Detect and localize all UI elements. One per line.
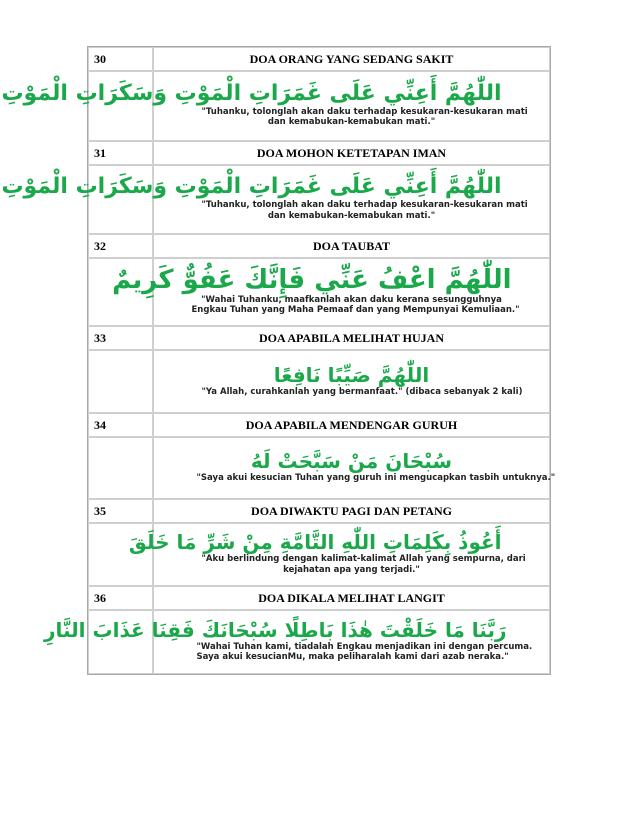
doa-header-row [88, 326, 550, 350]
doa-number: 36 [88, 586, 153, 610]
translation-line: "Wahai Tuhan kami, tiadalah Engkau menjadikan ini dengan percuma. [196, 641, 533, 652]
translation-line: kejahatan apa yang terjadi." [283, 564, 420, 575]
arabic-text: اللّٰهُمَّ أَعِنِّي عَلَى غَمَرَاتِ الْمَوْتِ وَسَكَرَاتِ الْمَوْتِ [1, 174, 502, 200]
doa-verse-image [1, 174, 528, 221]
doa-content-row [88, 523, 550, 586]
translation-line: "Wahai Tuhanku, maafkanlah akan daku kerana sesungguhnya [201, 294, 502, 305]
doa-verse-image [43, 617, 533, 663]
translation-line: dan kemabukan-kemabukan mati." [267, 117, 436, 128]
doa-number: 35 [88, 499, 153, 523]
translation-line: "Tuhanku, tolonglah akan daku terhadap kesukaran-kesukaran mati [201, 200, 528, 211]
doa-number: 30 [88, 47, 153, 71]
doa-verse-image [128, 530, 526, 575]
arabic-text: اللّٰهُمَّ صَيِّبًا نَافِعًا [273, 362, 430, 387]
translation-text [201, 554, 526, 575]
translation-line: Saya akui kesucianMu, maka peliharalah kami dari azab neraka." [196, 652, 509, 663]
arabic-text: اللّٰهُمَّ اعْفُ عَنِّي فَإِنَّكَ عَفُوٌّ كَرِيمٌ [112, 264, 512, 295]
doa-content-row [88, 350, 550, 413]
doa-image-cell [1, 165, 550, 234]
doa-title: DOA DIKALA MELIHAT LANGIT [153, 586, 550, 610]
doa-image-cell [43, 610, 550, 674]
doa-verse-image [196, 449, 556, 484]
translation-text [191, 294, 520, 316]
doa-title: DOA APABILA MENDENGAR GURUH [153, 413, 550, 437]
doa-number: 34 [88, 413, 153, 437]
translation-text [201, 386, 523, 398]
doa-title: DOA ORANG YANG SEDANG SAKIT [153, 47, 550, 71]
arabic-text: اللّٰهُمَّ أَعِنِّي عَلَى غَمَرَاتِ الْمَوْتِ وَسَكَرَاتِ الْمَوْتِ [1, 80, 502, 106]
doa-header-row [88, 499, 550, 523]
doa-verse-image [112, 264, 520, 316]
doa-title: DOA TAUBAT [153, 234, 550, 258]
doa-header-row [88, 141, 550, 165]
doa-content-row [88, 165, 550, 234]
doa-header-row [88, 413, 550, 437]
doa-image-cell [153, 350, 550, 413]
doa-verse-image [201, 362, 523, 398]
translation-line: "Ya Allah, curahkanlah yang bermanfaat." (dibaca sebanyak 2 kali) [201, 386, 523, 397]
doa-table [1, 46, 556, 675]
doa-title: DOA MOHON KETETAPAN IMAN [153, 141, 550, 165]
doa-image-cell [128, 523, 550, 586]
translation-text [201, 200, 528, 221]
translation-text [201, 106, 528, 128]
empty-cell [88, 350, 153, 413]
translation-line: Engkau Tuhan yang Maha Pemaaf dan yang Mempunyai Kemuliaan." [191, 305, 520, 316]
doa-header-row [88, 586, 550, 610]
doa-title: DOA DIWAKTU PAGI DAN PETANG [153, 499, 550, 523]
doa-number: 31 [88, 141, 153, 165]
doa-content-row [88, 71, 550, 141]
arabic-text: أَعُوذُ بِكَلِمَاتِ اللّٰهِ التَّامَّةِ مِنْ شَرِّ مَا خَلَقَ [128, 530, 502, 555]
translation-line: "Tuhanku, tolonglah akan daku terhadap kesukaran-kesukaran mati [201, 106, 528, 117]
empty-cell [88, 437, 153, 499]
doa-content-row [88, 437, 550, 499]
translation-line: "Aku berlindung dengan kalimat-kalimat Allah yang sempurna, dari [201, 554, 526, 565]
translation-line: "Saya akui kesucian Tuhan yang guruh ini mengucapkan tasbih untuknya." [196, 473, 556, 483]
doa-image-cell [112, 258, 550, 326]
arabic-text: رَبَّنَا مَا خَلَقْتَ هٰذَا بَاطِلًا سُبْحَانَكَ فَقِنَا عَذَابَ النَّارِ [43, 617, 507, 642]
doa-title: DOA APABILA MELIHAT HUJAN [153, 326, 550, 350]
doa-table-body [1, 47, 556, 674]
doa-content-row [88, 258, 550, 326]
doa-image-cell [153, 437, 556, 499]
doa-content-row [88, 610, 550, 674]
doa-image-cell [1, 71, 550, 141]
doa-number: 32 [88, 234, 153, 258]
doa-header-row [88, 47, 550, 71]
arabic-text: سُبْحَانَ مَنْ سَبَّحَتْ لَهُ [250, 449, 453, 473]
translation-text [196, 473, 556, 484]
translation-line: dan kemabukan-kemabukan mati." [267, 210, 436, 221]
doa-header-row [88, 234, 550, 258]
translation-text [196, 641, 533, 663]
doa-verse-image [1, 80, 528, 128]
doa-number: 33 [88, 326, 153, 350]
